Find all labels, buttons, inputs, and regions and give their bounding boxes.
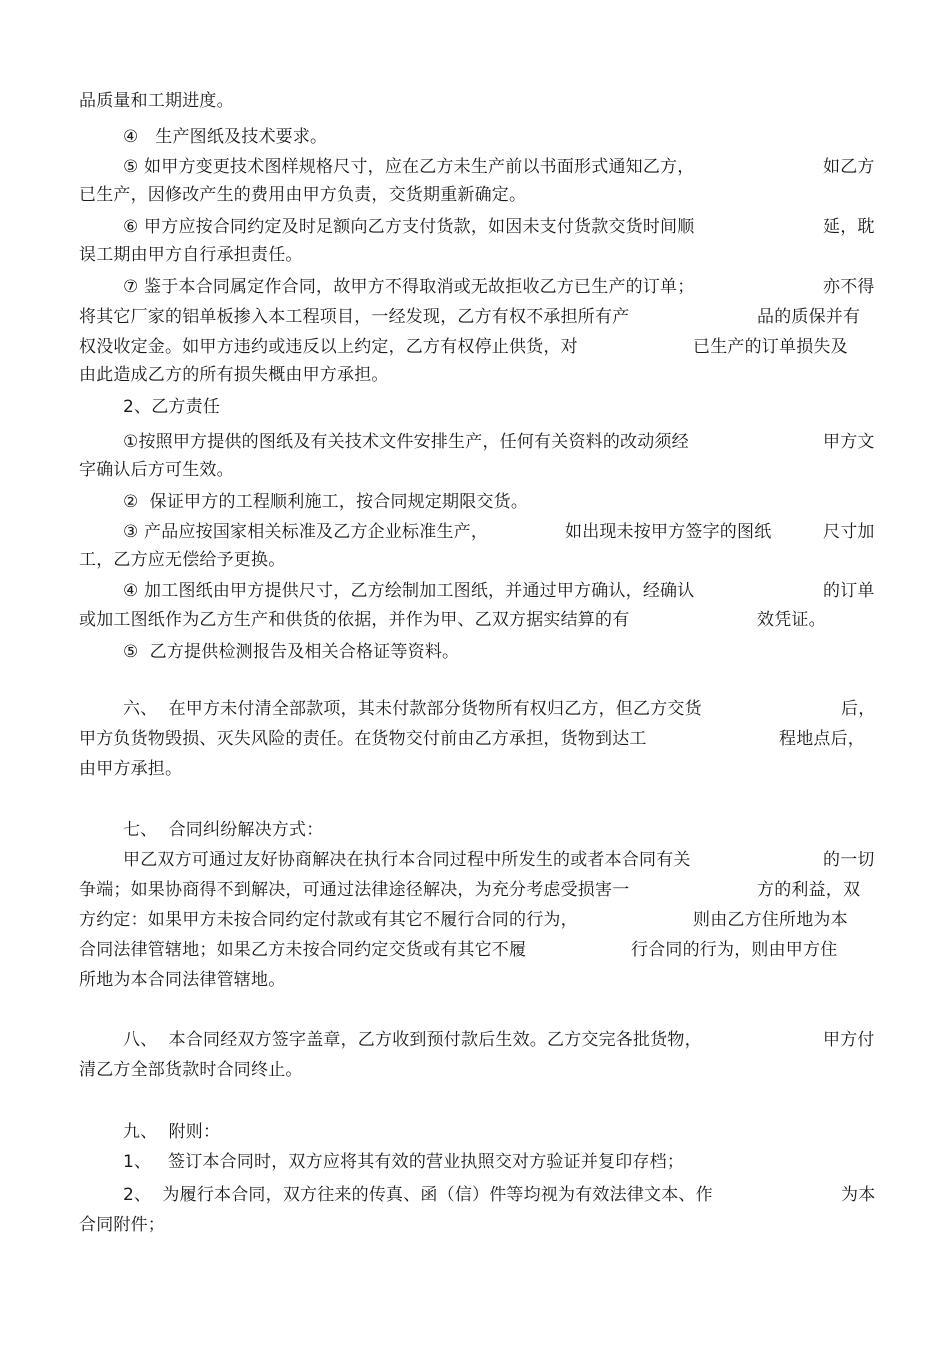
section-heading-party-b: 2、乙方责任 bbox=[123, 397, 221, 417]
text-line-11-right: 甲方文 bbox=[823, 432, 875, 452]
section-seven-line-1: 甲乙双方可通过友好协商解决在执行本合同过程中所发生的或者本合同有关 bbox=[123, 850, 691, 870]
text-line-7: ⑦ 鉴于本合同属定作合同，故甲方不得取消或无故拒收乙方已生产的订单； bbox=[123, 277, 695, 297]
text-line-9: 权没收定金。如甲方违约或违反以上约定，乙方有权停止供货，对 bbox=[79, 337, 578, 357]
appendix-item-2-right: 为本 bbox=[841, 1185, 876, 1205]
section-seven-heading: 七、 合同纠纷解决方式： bbox=[123, 820, 324, 840]
section-eight-line-1-right: 甲方付 bbox=[823, 1030, 875, 1050]
section-six-line-1: 六、 在甲方未付清全部款项，其未付款部分货物所有权归乙方，但乙方交货 bbox=[123, 699, 702, 719]
text-line-8-right: 品的质保并有 bbox=[757, 307, 861, 327]
text-line-13: ② 保证甲方的工程顺利施工，按合同规定期限交货。 bbox=[123, 492, 529, 512]
section-six-line-1-right: 后， bbox=[841, 699, 876, 719]
section-six-line-2: 甲方负货物毁损、灭失风险的责任。在货物交付前由乙方承担，货物到达工 bbox=[79, 729, 647, 749]
section-seven-line-3-right: 则由乙方住所地为本 bbox=[693, 910, 848, 930]
section-seven-line-2-right: 方的利益，双 bbox=[757, 880, 861, 900]
section-seven-line-3: 方约定：如果甲方未按合同约定付款或有其它不履行合同的行为， bbox=[79, 910, 578, 930]
text-line-16-right: 的订单 bbox=[823, 581, 875, 601]
text-line-17: 或加工图纸作为乙方生产和供货的依据，并作为甲、乙双方据实结算的有 bbox=[79, 610, 630, 630]
text-line-15: 工，乙方应无偿给予更换。 bbox=[79, 550, 286, 570]
text-line-1: 品质量和工期进度。 bbox=[79, 91, 234, 111]
section-eight-line-2: 清乙方全部货款时合同终止。 bbox=[79, 1060, 303, 1080]
text-line-5-right: 延，耽 bbox=[823, 217, 875, 237]
text-line-3-right: 如乙方 bbox=[823, 157, 875, 177]
text-line-14: ③ 产品应按国家相关标准及乙方企业标准生产， bbox=[123, 522, 489, 542]
section-nine-heading: 九、 附则： bbox=[123, 1122, 221, 1142]
text-line-14-mid: 如出现未按甲方签字的图纸 bbox=[565, 522, 772, 542]
text-line-14-right: 尺寸加 bbox=[823, 522, 875, 542]
text-line-10: 由此造成乙方的所有损失概由甲方承担。 bbox=[79, 365, 389, 385]
section-six-line-3: 由甲方承担。 bbox=[79, 759, 183, 779]
text-line-7-right: 亦不得 bbox=[823, 277, 875, 297]
text-line-9-right: 已生产的订单损失及 bbox=[693, 337, 848, 357]
text-line-3: ⑤ 如甲方变更技术图样规格尺寸，应在乙方未生产前以书面形式通知乙方， bbox=[123, 157, 695, 177]
appendix-item-2-continued: 合同附件； bbox=[79, 1215, 165, 1235]
section-seven-line-4: 合同法律管辖地；如果乙方未按合同约定交货或有其它不履 bbox=[79, 940, 527, 960]
text-line-18: ⑤ 乙方提供检测报告及相关合格证等资料。 bbox=[123, 642, 460, 662]
section-seven-line-5: 所地为本合同法律管辖地。 bbox=[79, 970, 286, 990]
text-line-16: ④ 加工图纸由甲方提供尺寸，乙方绘制加工图纸，并通过甲方确认，经确认 bbox=[123, 581, 695, 601]
text-line-12: 字确认后方可生效。 bbox=[79, 460, 234, 480]
section-seven-line-1-right: 的一切 bbox=[823, 850, 875, 870]
text-line-5: ⑥ 甲方应按合同约定及时足额向乙方支付货款，如因未支付货款交货时间顺 bbox=[123, 217, 695, 237]
section-six-line-2-right: 程地点后， bbox=[779, 729, 865, 749]
text-line-2: ④ 生产图纸及技术要求。 bbox=[123, 127, 328, 147]
text-line-4: 已生产，因修改产生的费用由甲方负责，交货期重新确定。 bbox=[79, 185, 527, 205]
text-line-17-right: 效凭证。 bbox=[757, 610, 826, 630]
text-line-8: 将其它厂家的铝单板掺入本工程项目，一经发现，乙方有权不承担所有产 bbox=[79, 307, 630, 327]
appendix-item-2: 2、 为履行本合同，双方往来的传真、函（信）件等均视为有效法律文本、作 bbox=[123, 1185, 713, 1205]
text-line-11: ①按照甲方提供的图纸及有关技术文件安排生产，任何有关资料的改动须经 bbox=[123, 432, 689, 452]
section-eight-line-1: 八、 本合同经双方签字盖章，乙方收到预付款后生效。乙方交完各批货物， bbox=[123, 1030, 702, 1050]
section-seven-line-4-right: 行合同的行为，则由甲方住 bbox=[631, 940, 838, 960]
appendix-item-1: 1、 签订本合同时，双方应将其有效的营业执照交对方验证并复印存档； bbox=[123, 1152, 685, 1172]
text-line-6: 误工期由甲方自行承担责任。 bbox=[79, 245, 303, 265]
section-seven-line-2: 争端；如果协商得不到解决，可通过法律途径解决，为充分考虑受损害一 bbox=[79, 880, 630, 900]
